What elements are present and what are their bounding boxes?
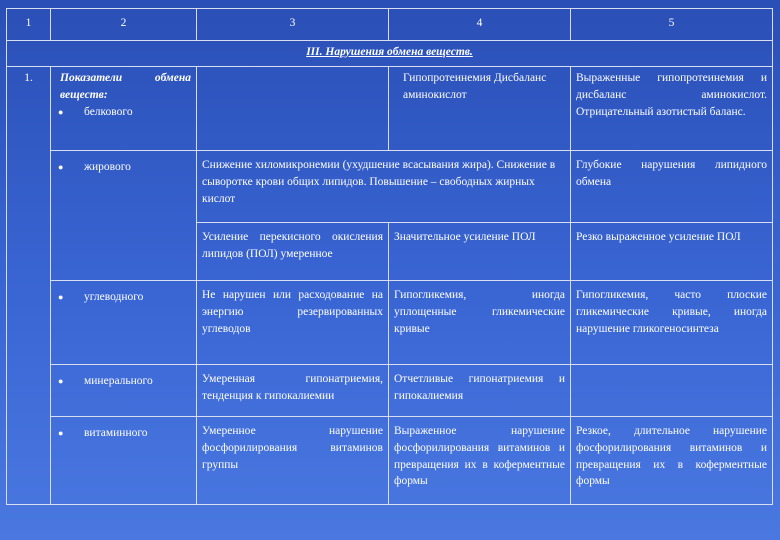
cell-col5 (571, 365, 773, 417)
cell-col4: Отчетливые гипонатриемия и гипокалиемия (389, 365, 571, 417)
cell-col3: Умеренная гипонатриемия, тенденция к гипокалиемии (197, 365, 389, 417)
header-col-2: 2 (51, 9, 197, 41)
section-title: III. Нарушения обмена веществ. (306, 45, 473, 58)
indicator-cell (51, 365, 197, 417)
indicator-label: жирового (84, 161, 131, 174)
cell-col4: Выраженное нарушение фосфорилирования витаминов и превращения их в коферментные формы (389, 417, 571, 505)
row-number: 1. (7, 67, 51, 505)
bullet-icon: ● (58, 376, 64, 387)
indicator-cell (51, 67, 197, 151)
header-col-4: 4 (389, 9, 571, 41)
cell-col5: Глубокие нарушения липидного обмена (571, 151, 773, 223)
table-row (7, 417, 773, 505)
indicator-cell (51, 151, 197, 281)
bullet-icon: ● (58, 428, 64, 439)
table-row (7, 67, 773, 151)
header-col-3: 3 (197, 9, 389, 41)
table-row (7, 281, 773, 365)
cell-col5: Резкое, длительное нарушение фосфорилирования витаминов и превращения их в коферментные формы (571, 417, 773, 505)
cell-col5: Гипогликемия, часто плоские гликемические кривые, иногда нарушение гликогеносинтеза (571, 281, 773, 365)
cell-col4 (389, 67, 571, 151)
section-row (7, 40, 773, 67)
cell-col3: Умеренное нарушение фосфорилирования витаминов группы (197, 417, 389, 505)
cell-col5: Выраженные гипопротеинемия и дисбаланс аминокислот. Отрицательный азотистый баланс. (571, 67, 773, 151)
indicator-cell (51, 281, 197, 365)
cell-col4: Гипогликемия, иногда уплощенные гликемические кривые (389, 281, 571, 365)
bullet-icon: ● (58, 292, 64, 303)
indicator-label: белкового (84, 105, 133, 118)
cell-col3: Не нарушен или расходование на энергию резервированных углеводов (197, 281, 389, 365)
header-row (7, 9, 773, 41)
bullet-icon: ● (58, 162, 64, 173)
cell-col3-4: Снижение хиломикронемии (ухудшение всасывания жира). Снижение в сыворотке крови общих липидов. Повышение – свободных жирных кислот (197, 151, 571, 223)
indicator-cell (51, 417, 197, 505)
cell-col3: Усиление перекисного окисления липидов (ПОЛ) умеренное (197, 223, 389, 281)
header-col-1: 1 (7, 9, 51, 41)
metabolism-table (6, 8, 773, 505)
indicator-label: витаминного (84, 427, 148, 440)
indicators-title: Показатели обмена веществ: (60, 72, 191, 102)
indicator-label: углеводного (84, 291, 144, 304)
cell-col5: Резко выраженное усиление ПОЛ (571, 223, 773, 281)
indicator-label: минерального (84, 375, 153, 388)
header-col-5: 5 (571, 9, 773, 41)
table-row (7, 365, 773, 417)
cell-col4-text: Гипопротеинемия Дисбаланс аминокислот (403, 72, 547, 102)
table-row (7, 151, 773, 223)
cell-col4: Значительное усиление ПОЛ (389, 223, 571, 281)
bullet-icon: ● (58, 106, 64, 117)
cell-col3 (197, 67, 389, 151)
